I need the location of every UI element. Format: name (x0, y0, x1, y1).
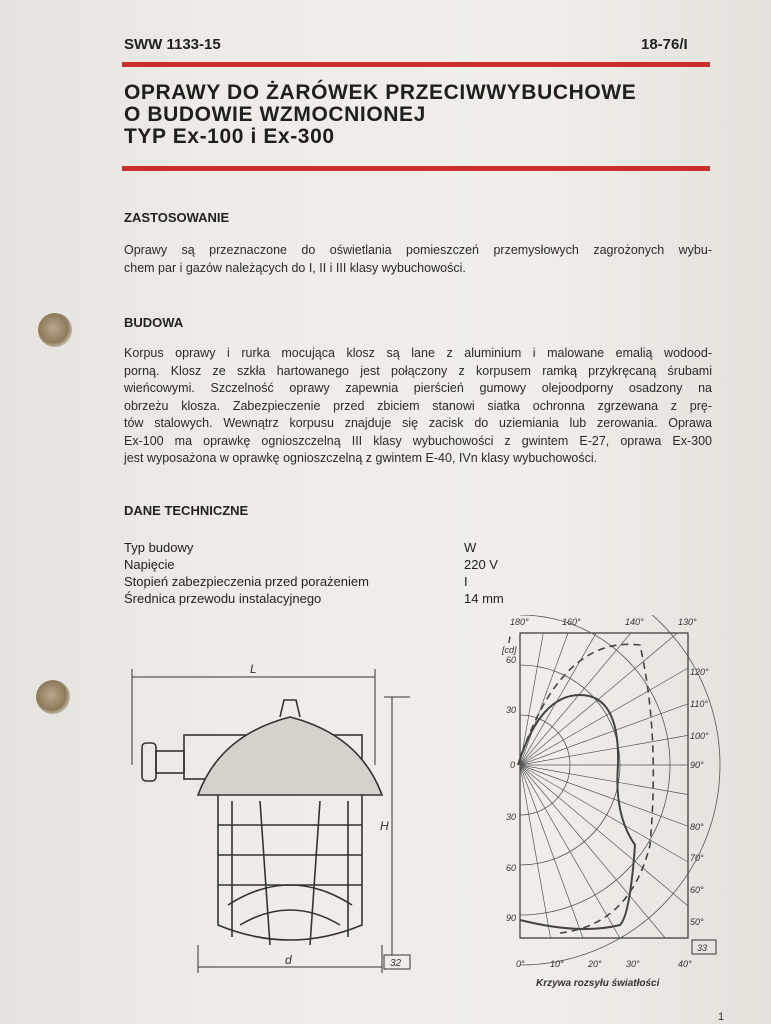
spec-label: Typ budowy (124, 540, 194, 555)
angle-tick: 10° (550, 959, 564, 969)
spec-label: Średnica przewodu instalacyjnego (124, 591, 322, 606)
figure-number-33: 33 (697, 943, 708, 953)
spec-row (124, 539, 604, 556)
text-line: wieńcowymi. Szczelność oprawy zapewnia pierścień gumowy olejoodporny osadzony na (124, 381, 712, 395)
spec-value: 14 mm (464, 591, 504, 606)
angle-tick: 180° (510, 617, 529, 627)
chart-caption: Krzywa rozsyłu światłości (536, 978, 660, 989)
heading-dane-techniczne: DANE TECHNICZNE (124, 503, 249, 518)
heading-zastosowanie: ZASTOSOWANIE (124, 210, 230, 225)
title-line-1: OPRAWY DO ŻARÓWEK PRZECIWWYBUCHOWE (124, 81, 637, 104)
figure-number-32: 32 (390, 958, 402, 969)
angle-tick: 70° (690, 853, 704, 863)
angle-tick: 60° (690, 885, 704, 895)
paragraph-budowa (124, 345, 712, 468)
spec-row (124, 556, 604, 573)
text-line: porną. Klosz ze szkła hartowanego jest połączony z korpusem ramką przykręcaną śrubami (124, 363, 712, 378)
angle-tick: 110° (690, 699, 708, 709)
text-line: jest wyposażona w oprawkę ognioszczelną z gwintem E-40, IVn klasy wybuchowości. (124, 451, 598, 465)
spec-row (124, 590, 604, 607)
grid-ray (520, 765, 665, 938)
chart-frame (520, 633, 688, 938)
paragraph-zastosowanie (124, 242, 712, 277)
angle-tick: 100° (690, 731, 709, 741)
angle-tick: 140° (625, 617, 644, 627)
angle-tick: 50° (690, 917, 704, 927)
spec-label: Stopień zabezpieczenia przed porażeniem (124, 574, 369, 589)
spec-table (124, 539, 604, 607)
radial-tick: 30 (506, 812, 517, 822)
angle-tick: 0° (516, 959, 525, 969)
radial-tick: 60 (506, 655, 517, 665)
binder-hole (38, 313, 72, 347)
spec-value: 220 V (464, 557, 498, 572)
spec-label: Napięcie (124, 557, 175, 572)
radial-tick: 0 (510, 760, 516, 770)
text-line: Ex-100 ma oprawkę ognioszczelną III klasy wybuchowości z gwintem E-27, oprawa Ex-300 (124, 433, 712, 448)
dim-l-label: L (250, 662, 257, 676)
angle-tick: 80° (690, 822, 704, 832)
spec-value: W (464, 540, 477, 555)
page-number: 1 (718, 1011, 725, 1023)
spec-value: I (464, 574, 468, 589)
title-line-2: O BUDOWIE WZMOCNIONEJ (124, 103, 426, 126)
angle-tick: 130° (678, 617, 697, 627)
angle-tick: 30° (626, 959, 640, 969)
radial-tick: 60 (506, 863, 517, 873)
text-line: chem par i gazów należących do I, II i III klasy wybuchowości. (124, 260, 466, 275)
angle-tick: 20° (588, 959, 602, 969)
dim-h-label: H (380, 819, 389, 833)
binder-hole (36, 680, 70, 714)
angle-tick: 90° (690, 760, 704, 770)
page-title (124, 82, 636, 148)
dim-d-label: d (285, 953, 292, 967)
title-line-3: TYP Ex-100 i Ex-300 (124, 125, 335, 148)
heading-budowa: BUDOWA (124, 315, 184, 330)
grid-ray (520, 765, 688, 906)
standard-code: SWW 1133-15 (124, 36, 221, 53)
text-line: obrzeżu klosza. Zabezpieczenie przed zbiciem stanowi siatka ochronna zgrzewana z prę- (124, 398, 712, 413)
radial-tick: 30 (506, 705, 517, 715)
title-red-rule (122, 166, 710, 171)
light-distribution-chart (500, 615, 725, 975)
angle-tick: 120° (690, 667, 709, 677)
sheet-number: 18-76/I (641, 36, 688, 53)
top-red-rule (122, 62, 710, 67)
text-line: Korpus oprawy i rurka mocująca klosz są lane z aluminium i malowane emalią wodood- (124, 346, 712, 360)
angle-tick: 160° (562, 617, 581, 627)
radial-tick: 90 (506, 913, 517, 923)
axis-unit: [cd] (502, 645, 517, 655)
axis-label: I (508, 635, 511, 645)
luminaire-drawing (120, 655, 420, 975)
spec-row (124, 573, 604, 590)
text-line: tów stalowych. Wewnątrz korpusu znajduje się zacisk do uziemiania lub zerowania. Oprawa (124, 416, 712, 430)
text-line: Oprawy są przeznaczone do oświetlania pomieszczeń przemysłowych zagrożonych wybu- (124, 243, 712, 257)
angle-tick: 40° (678, 959, 692, 969)
